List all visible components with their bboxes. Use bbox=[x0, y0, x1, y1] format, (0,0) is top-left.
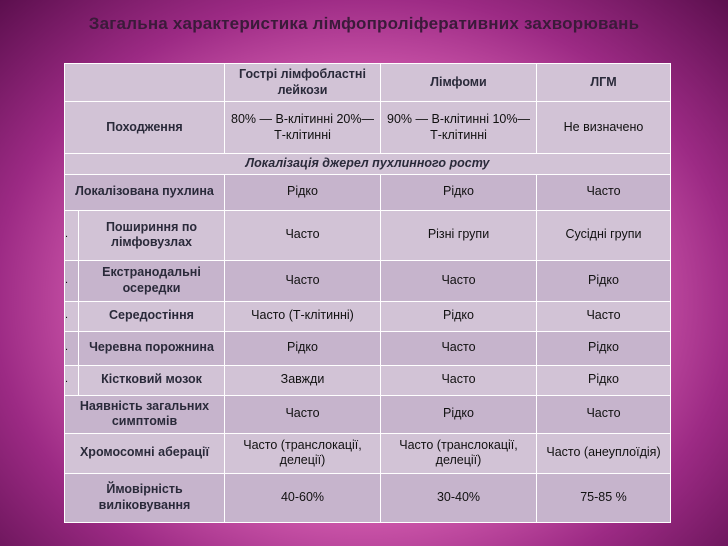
row-marker: . bbox=[65, 210, 79, 260]
row-label: Наявність загальних симптомів bbox=[65, 395, 225, 433]
row-label: Локалізована пухлина bbox=[65, 174, 225, 210]
table-cell: Часто bbox=[537, 395, 671, 433]
row-label: Середостіння bbox=[79, 301, 225, 331]
header-cell-lgm: ЛГМ bbox=[537, 64, 671, 102]
table-row-lymph-nodes bbox=[65, 210, 671, 260]
table-cell: Завжди bbox=[225, 365, 381, 395]
row-label: Хромосомні аберації bbox=[65, 433, 225, 473]
table-cell: Рідко bbox=[381, 301, 537, 331]
table-cell: Рідко bbox=[381, 395, 537, 433]
table-row-symptoms bbox=[65, 395, 671, 433]
table-cell: Часто bbox=[381, 260, 537, 301]
table-row-cure-rate bbox=[65, 473, 671, 522]
table-row-chromosomal bbox=[65, 433, 671, 473]
table-row-bone-marrow bbox=[65, 365, 671, 395]
table-cell: Часто (анеуплоїдія) bbox=[537, 433, 671, 473]
table-cell: Часто bbox=[225, 210, 381, 260]
table-row-mediastinum bbox=[65, 301, 671, 331]
table-cell: 75-85 % bbox=[537, 473, 671, 522]
row-label: Кістковий мозок bbox=[79, 365, 225, 395]
table-cell: Часто bbox=[225, 260, 381, 301]
table-cell: Рідко bbox=[225, 174, 381, 210]
table-row-extranodal bbox=[65, 260, 671, 301]
characteristics-table bbox=[64, 63, 671, 523]
table-cell: Часто bbox=[381, 365, 537, 395]
row-marker: . bbox=[65, 365, 79, 395]
table-cell: Рідко bbox=[537, 365, 671, 395]
header-cell-lymphoma: Лімфоми bbox=[381, 64, 537, 102]
table-row-localized bbox=[65, 174, 671, 210]
table-row-origin bbox=[65, 102, 671, 154]
table-cell: Сусідні групи bbox=[537, 210, 671, 260]
table-cell: Часто bbox=[381, 331, 537, 365]
table-cell: Часто (транслокації, делеції) bbox=[225, 433, 381, 473]
table-header-row bbox=[65, 64, 671, 102]
table-cell: Не визначено bbox=[537, 102, 671, 154]
table-cell: Рідко bbox=[537, 331, 671, 365]
table-cell: 90% — В-клітинні 10%— Т-клітинні bbox=[381, 102, 537, 154]
table-cell: 30-40% bbox=[381, 473, 537, 522]
row-label: Екстранодальні осередки bbox=[79, 260, 225, 301]
table-cell: 80% — В-клітинні 20%— Т-клітинні bbox=[225, 102, 381, 154]
table-cell: Рідко bbox=[537, 260, 671, 301]
table-cell: Рідко bbox=[225, 331, 381, 365]
table-cell: Часто bbox=[537, 301, 671, 331]
table-cell: 40-60% bbox=[225, 473, 381, 522]
table-cell: Часто bbox=[225, 395, 381, 433]
row-marker: . bbox=[65, 301, 79, 331]
row-label: Черевна порожнина bbox=[79, 331, 225, 365]
table-cell: Рідко bbox=[381, 174, 537, 210]
row-label: Пошириння по лімфовузлах bbox=[79, 210, 225, 260]
table-cell: Часто bbox=[537, 174, 671, 210]
row-marker: . bbox=[65, 331, 79, 365]
slide-title: Загальна характеристика лімфопроліферативних захворювань bbox=[88, 14, 640, 33]
section-header-row bbox=[65, 154, 671, 175]
table-cell: Часто (транслокації, делеції) bbox=[381, 433, 537, 473]
header-cell-empty bbox=[65, 64, 225, 102]
table-cell: Різні групи bbox=[381, 210, 537, 260]
row-label: Ймовірність виліковування bbox=[65, 473, 225, 522]
row-label: Походження bbox=[65, 102, 225, 154]
header-cell-all: Гострі лімфобластні лейкози bbox=[225, 64, 381, 102]
section-title: Локалізація джерел пухлинного росту bbox=[65, 154, 671, 175]
row-marker: . bbox=[65, 260, 79, 301]
table-row-abdomen bbox=[65, 331, 671, 365]
table-cell: Часто (Т-клітинні) bbox=[225, 301, 381, 331]
